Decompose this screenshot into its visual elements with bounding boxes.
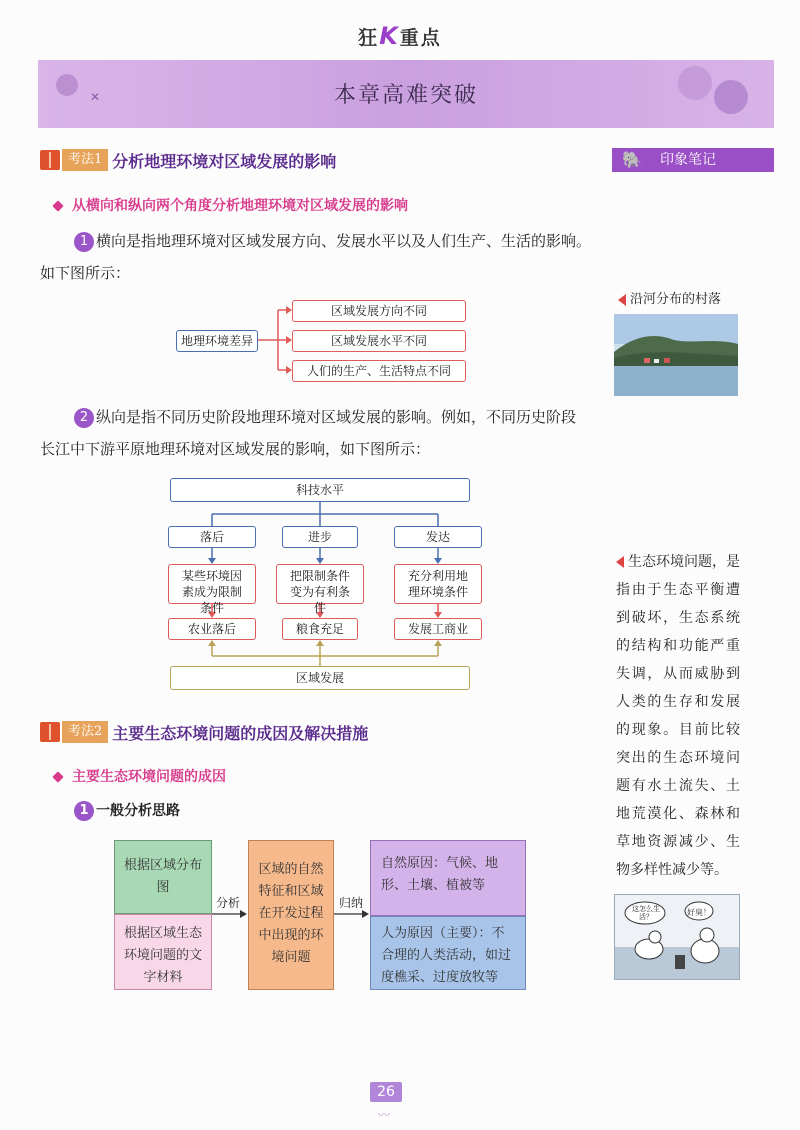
section-tag: 考法1: [62, 149, 108, 171]
arrow-label-summarize: 归纳: [338, 896, 363, 910]
region-development-box: 区域发展: [170, 666, 470, 690]
level-box: 发达: [394, 526, 482, 548]
condition-box: 某些环境因素成为限制条件: [168, 564, 256, 604]
number-badge: 1: [74, 232, 94, 252]
output-natural-causes: 自然原因：气候、地形、土壤、植被等: [370, 840, 526, 916]
subheading: 主要生态环境问题的成因: [54, 766, 226, 786]
diamond-bullet-icon: [52, 771, 63, 782]
number-badge: 1: [74, 801, 94, 821]
analysis-flow-diagram: [114, 838, 534, 994]
arrow-label-analyze: 分析: [215, 896, 240, 910]
diagram-target-box: 人们的生产、生活特点不同: [292, 360, 466, 382]
tech-level-box: 科技水平: [170, 478, 470, 502]
section-title: 主要生态环境问题的成因及解决措施: [112, 723, 369, 743]
eco-note: 生态环境问题，是指由于生态平衡遭到破坏，生态系统的结构和功能严重失调，从而威胁到人类的生存和发展的现象。目前比较突出的生态环境问题有水土流失、土地荒漠化、森林和草地资源减少、生物多样性减少等。: [616, 554, 740, 878]
number-badge: 2: [74, 408, 94, 428]
diagram-source-box: 地理环境差异: [176, 330, 258, 352]
book-icon: [40, 150, 60, 170]
middle-box: 区域的自然特征和区域在开发过程中出现的环境问题: [248, 840, 334, 990]
paragraph-cont: 长江中下游平原地理环境对区域发展的影响，如下图所示：: [40, 440, 431, 458]
speech-bubble: 这怎么生活？: [632, 905, 660, 921]
input-box-map: 根据区域分布图: [114, 840, 212, 914]
condition-box: 把限制条件变为有利条件: [276, 564, 364, 604]
brand-k: K: [379, 22, 400, 50]
diagram-target-box: 区域发展水平不同: [292, 330, 466, 352]
brand-text: 狂: [358, 27, 380, 49]
diagram-vertical: [160, 474, 480, 694]
level-box: 落后: [168, 526, 256, 548]
village-river-photo: [614, 314, 738, 396]
input-box-text: 根据区域生态环境问题的文字材料: [114, 914, 212, 990]
section-2-header: [40, 720, 368, 744]
banner-title: 本章高难突破: [333, 83, 478, 108]
note-tab-label: 印象笔记: [660, 152, 716, 168]
chapter-brand: [0, 22, 800, 50]
chapter-banner: [38, 60, 774, 128]
section-1-header: [40, 148, 336, 172]
output-human-causes: 人为原因（主要）：不合理的人类活动，如过度樵采、过度放牧等: [370, 916, 526, 990]
triangle-marker-icon: [616, 556, 624, 568]
paragraph-cont: 如下图所示：: [40, 264, 131, 282]
outcome-box: 粮食充足: [282, 618, 358, 640]
level-box: 进步: [282, 526, 358, 548]
page-number: 26: [370, 1082, 402, 1102]
triangle-marker-icon: [618, 294, 626, 306]
note-tab: [612, 148, 774, 172]
outcome-box: 农业落后: [168, 618, 256, 640]
speech-bubble: 好臭！: [687, 908, 711, 917]
decor-cross-icon: ✕: [90, 90, 101, 104]
diagram-target-box: 区域发展方向不同: [292, 300, 466, 322]
paragraph: 1 横向是指地理环境对区域发展方向、发展水平以及人们生产、生活的影响。: [74, 226, 604, 256]
outcome-box: 发展工商业: [394, 618, 482, 640]
elephant-icon: 🐘: [622, 150, 642, 169]
footer-swirl-icon: 〰: [378, 1108, 391, 1122]
photo-caption: 沿河分布的村落: [618, 288, 721, 307]
diamond-bullet-icon: [52, 200, 63, 211]
pollution-cartoon: [614, 894, 740, 980]
paragraph: 2 纵向是指不同历史阶段地理环境对区域发展的影响。例如，不同历史阶段: [74, 402, 604, 432]
step-heading: 1 一般分析思路: [74, 800, 180, 821]
diagram-horizontal: [170, 296, 480, 386]
subheading: 从横向和纵向两个角度分析地理环境对区域发展的影响: [54, 195, 408, 215]
section-title: 分析地理环境对区域发展的影响: [112, 151, 337, 171]
condition-box: 充分利用地理环境条件: [394, 564, 482, 604]
landscape-image: [614, 314, 738, 396]
brand-text: 重点: [399, 27, 442, 49]
book-icon: [40, 722, 60, 742]
section-tag: 考法2: [62, 721, 108, 743]
